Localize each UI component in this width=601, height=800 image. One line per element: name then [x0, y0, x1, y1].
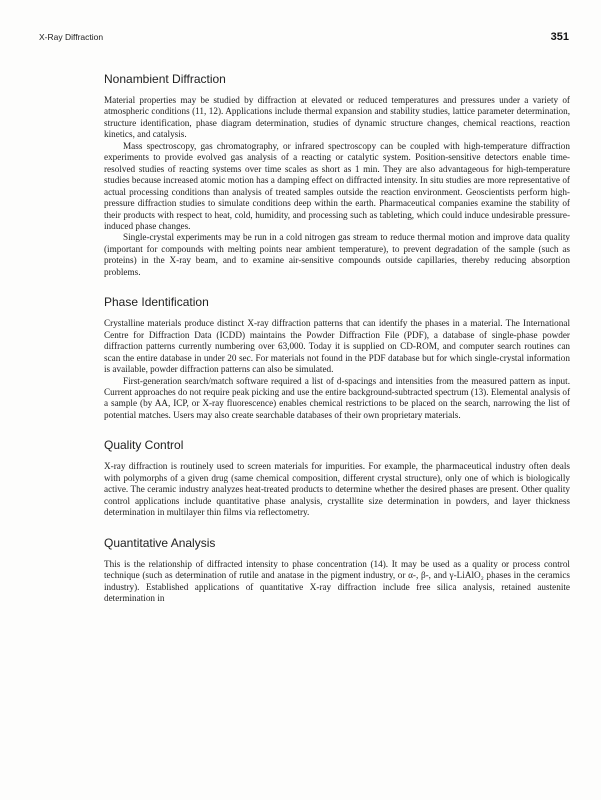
paragraph: Material properties may be studied by diffraction at elevated or reduced temperatures and pressures under a variety of atmospheric conditions (11, 12). Applications include thermal expansion and stability studies, lattice parameter determination, structure identification, phase diagram determination, studies of dynamic structure changes, chemical reactions, reaction kinetics, and catalysis.	[104, 95, 570, 140]
section-quantitative-analysis	[104, 536, 570, 605]
paragraph: Mass spectroscopy, gas chromatography, or infrared spectroscopy can be coupled with high-temperature diffraction experiments to provide evolved gas analysis of a reacting or catalytic system. Position-sensitive detectors enable time-resolved studies of reacting systems over time scales as short as 1 min. They are also advantageous for high-temperature studies because increased atomic motion has a damping effect on diffracted intensity. In situ studies are more representative of actual processing conditions than analysis of treated samples outside the reaction environment. Geoscientists perform high-pressure diffraction studies to simulate conditions deep within the earth. Pharmaceutical companies examine the stability of their products with respect to heat, cold, humidity, and processing such as tableting, which could induce undesirable pressure-induced phase changes.	[104, 140, 570, 231]
running-head-title: X-Ray Diffraction	[39, 32, 104, 42]
section-heading: Nonambient Diffraction	[104, 72, 226, 86]
paragraph: Single-crystal experiments may be run in a cold nitrogen gas stream to reduce thermal motion and improve data quality (important for compounds with melting points near ambient temperature), to prevent degradation of the sample (such as proteins) in the X-ray beam, and to examine air-sensitive compounds outside capillaries, thereby reducing absorption problems.	[104, 232, 570, 277]
section-heading: Phase Identification	[104, 295, 209, 310]
page-body	[104, 72, 570, 604]
section-phase-identification	[104, 295, 570, 421]
section-heading: Quantitative Analysis	[104, 535, 216, 550]
paragraph: Crystalline materials produce distinct X-ray diffraction patterns that can identify the phases in a material. The International Centre for Diffraction Data (ICDD) maintains the Powder Diffraction File (PDF), a database of single-phase powder diffraction patterns currently numbering over 63,000. Today it is supplied on CD-ROM, and computer search routines can scan the entire database in under 20 sec. For materials not found in the PDF database but for which single-crystal information is available, powder diffraction patterns can also be simulated.	[104, 318, 570, 375]
paragraph: First-generation search/match software required a list of d-spacings and intensities from the measured pattern as input. Current approaches do not require peak picking and use the entire background-subtracted spectrum (13). Elemental analysis of a sample (by AA, ICP, or X-ray fluorescence) enables chemical restrictions to be placed on the search, narrowing the list of potential matches. Users may also create searchable databases of their own proprietary materials.	[104, 375, 570, 420]
section-quality-control	[104, 438, 570, 518]
paragraph: This is the relationship of diffracted intensity to phase concentration (14). It may be used as a quality or process control technique (such as determination of rutile and anatase in the pigment industry, or α-, β-, and γ-LiAlO₂ phases in the ceramics industry). Established applications of quantitative X-ray diffraction include free silica analysis, retained austenite determination in	[104, 558, 570, 603]
section-nonambient-diffraction	[104, 72, 570, 278]
section-heading: Quality Control	[104, 438, 184, 453]
paragraph: X-ray diffraction is routinely used to screen materials for impurities. For example, the pharmaceutical industry often deals with polymorphs of a given drug (same chemical composition, different crystal structure), only one of which is biologically active. The ceramic industry analyzes heat-treated products to determine whether the desired phases are present. Other quality control applications include quantitative phase analysis, crystallite size determination in powders, and layer thickness determination in multilayer thin films via reflectometry.	[104, 461, 570, 518]
page-number: 351	[550, 31, 569, 43]
running-head	[39, 32, 569, 46]
